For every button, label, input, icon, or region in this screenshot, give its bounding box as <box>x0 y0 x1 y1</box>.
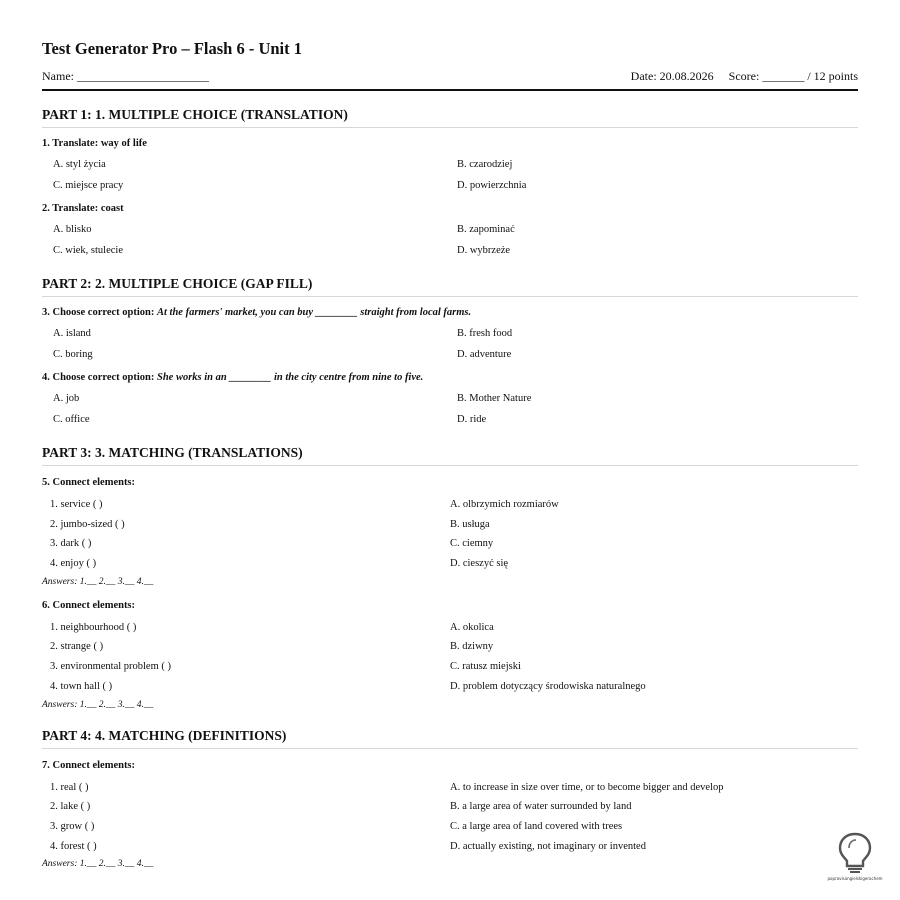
match-term: 3. dark ( ) <box>50 538 92 550</box>
part-title: PART 4: 4. MATCHING (DEFINITIONS) <box>42 727 287 743</box>
match-answer: C. ratusz miejski <box>450 661 521 673</box>
question-label: 4. Choose correct option: <box>42 372 155 383</box>
match-term: 4. town hall ( ) <box>50 680 113 692</box>
match-answer: B. usługa <box>450 518 490 530</box>
part-4 <box>42 727 858 872</box>
match-answer: A. okolica <box>450 621 494 633</box>
question-2: 2. Translate: coast <box>42 203 124 214</box>
match-answer: B. a large area of water surrounded by land <box>450 801 632 813</box>
logo-text: popravisangielskigerachem <box>827 876 883 881</box>
question-sentence: At the farmers' market, you can buy ________ straight from local farms. <box>157 307 472 318</box>
question-4 <box>42 371 858 385</box>
option: D. ride <box>457 414 487 425</box>
options-3 <box>42 323 858 365</box>
matching-5 <box>42 495 858 574</box>
match-answer: C. a large area of land covered with trees <box>450 820 623 832</box>
score-label: Score: _______ / 12 points <box>728 69 858 83</box>
match-term: 1. real ( ) <box>50 781 89 793</box>
date-label: Date: 20.08.2026 <box>630 69 714 83</box>
match-answer: A. olbrzymich rozmiarów <box>450 499 559 510</box>
name-field: Name: ______________________ <box>42 69 209 83</box>
option: B. Mother Nature <box>457 393 532 404</box>
part-3 <box>42 444 858 712</box>
options-1 <box>42 154 858 196</box>
question-3 <box>42 306 858 320</box>
part-title: PART 1: 1. MULTIPLE CHOICE (TRANSLATION) <box>42 107 348 122</box>
match-term: 1. neighbourhood ( ) <box>50 621 137 633</box>
match-term: 4. forest ( ) <box>50 840 97 852</box>
match-term: 2. lake ( ) <box>50 801 91 813</box>
part-title: PART 2: 2. MULTIPLE CHOICE (GAP FILL) <box>42 276 313 291</box>
option: B. fresh food <box>457 328 513 339</box>
part-2 <box>42 275 858 430</box>
part-divider <box>42 296 858 297</box>
option: A. blisko <box>53 224 92 235</box>
question-7: 7. Connect elements: <box>42 759 136 771</box>
part-title: PART 3: 3. MATCHING (TRANSLATIONS) <box>42 445 303 460</box>
option: A. island <box>53 328 91 339</box>
question-5: 5. Connect elements: <box>42 477 136 488</box>
option: D. adventure <box>457 349 512 360</box>
worksheet <box>42 38 858 871</box>
match-answer: D. actually existing, not imaginary or invented <box>450 840 646 852</box>
question-sentence: She works in an ________ in the city centre from nine to five. <box>157 372 424 383</box>
match-term: 1. service ( ) <box>50 499 103 510</box>
option: B. zapominać <box>457 224 515 235</box>
match-term: 3. grow ( ) <box>50 820 95 832</box>
match-answer: D. problem dotyczący środowiska naturalnego <box>450 680 646 692</box>
answers-line: Answers: 1.__ 2.__ 3.__ 4.__ <box>42 699 154 710</box>
part-divider <box>42 127 858 128</box>
part-divider <box>42 465 858 466</box>
option: C. boring <box>53 349 93 360</box>
match-term: 4. enjoy ( ) <box>50 558 97 570</box>
match-answer: B. dziwny <box>450 641 494 653</box>
matching-6 <box>42 618 858 697</box>
option: C. office <box>53 414 90 425</box>
lightbulb-icon <box>826 830 884 876</box>
page-title: Test Generator Pro – Flash 6 - Unit 1 <box>42 39 303 58</box>
part-1 <box>42 106 858 261</box>
question-6: 6. Connect elements: <box>42 599 136 611</box>
match-term: 3. environmental problem ( ) <box>50 661 172 673</box>
header-divider <box>42 89 858 91</box>
question-1: 1. Translate: way of life <box>42 138 147 149</box>
match-answer: D. cieszyć się <box>450 558 509 570</box>
option: D. wybrzeże <box>457 245 511 256</box>
match-term: 2. jumbo-sized ( ) <box>50 518 125 530</box>
option: A. styl życia <box>53 159 106 170</box>
option: A. job <box>53 393 80 404</box>
option: B. czarodziej <box>457 159 513 170</box>
matching-7 <box>42 778 858 857</box>
match-answer: A. to increase in size over time, or to become bigger and develop <box>450 781 724 793</box>
answers-line: Answers: 1.__ 2.__ 3.__ 4.__ <box>42 576 154 587</box>
option: D. powierzchnia <box>457 180 527 191</box>
answers-line: Answers: 1.__ 2.__ 3.__ 4.__ <box>42 859 154 870</box>
options-4 <box>42 388 858 430</box>
logo <box>826 830 884 886</box>
options-2 <box>42 219 858 261</box>
header-meta <box>42 68 858 84</box>
match-term: 2. strange ( ) <box>50 641 104 653</box>
match-answer: C. ciemny <box>450 538 494 550</box>
question-label: 3. Choose correct option: <box>42 307 155 318</box>
option: C. wiek, stulecie <box>53 245 123 256</box>
part-divider <box>42 748 858 749</box>
option: C. miejsce pracy <box>53 180 124 191</box>
